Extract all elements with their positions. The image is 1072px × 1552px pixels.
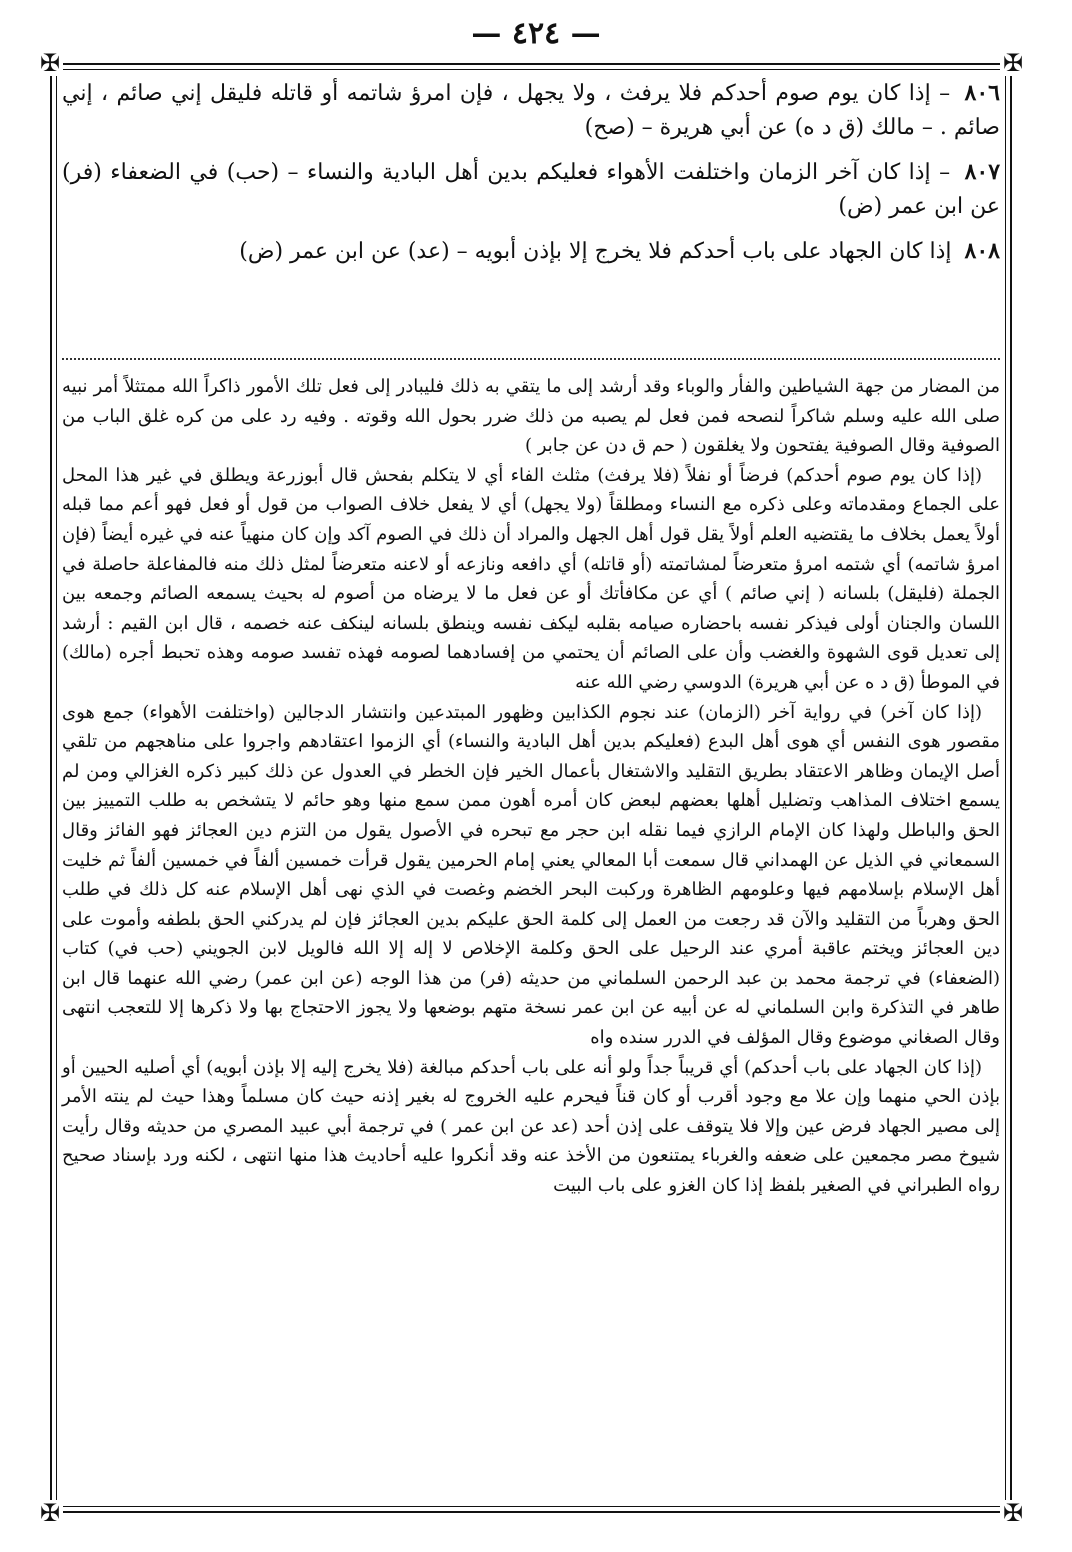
hadith-806 xyxy=(62,76,1000,145)
page-number: — ٤٢٤ — xyxy=(471,16,601,51)
hadith-808 xyxy=(62,234,1000,269)
commentary-paragraph: من المضار من جهة الشياطين والفأر والوباء وقد أرشد إلى ما يتقي به ذلك فليبادر إلى فعل تلك الأمور ذاكراً الله ممتثلاً أمر نبيه صلى الله عليه وسلم شاكراً لنصحه فمن فعل لم يصبه من ذلك ضرر بحول الله وقوته . وفيه رد على من كره غلق الباب من الصوفية وقال الصوفية يفتحون ولا يغلقون ( حم ق دن عن جابر ) xyxy=(62,376,1000,457)
hadith-text: – إذا كان آخر الزمان واختلفت الأهواء فعليكم بدين أهل البادية والنساء – (حب) في الضعفاء (فر) عن ابن عمر (ض) xyxy=(62,160,1000,219)
hadith-number: ٨٠٧ xyxy=(964,159,1001,185)
corner-ornament-icon: ✠ xyxy=(37,1500,63,1526)
commentary-paragraph: (إذا كان يوم صوم أحدكم) فرضاً أو نفلاً (فلا يرفث) مثلث الفاء أي لا يتكلم بفحش قال أبوزرعة ويطلق في غير هذا المحل على الجماع ومقدماته وعلى ذكره مع النساء ومطلقاً (ولا يجهل) أي لا يفعل خلاف الصواب من قول أو فعل فهو أعم مما قبله أولاً يعمل بخلاف ما يقتضيه العلم أولاً يقل قول أهل الجهل والمراد أن ذلك في الصوم آكد وإن كان منهياً عنه في غيره أيضاً (فإن امرؤ شاتمه) أي شتمه امرؤ متعرضاً لمشاتمته (أو قاتله) أي دافعه ونازعه أو لاعنه متعرضاً لمثل ذلك منه فالمفاعلة حاصلة في الجملة (فليقل) بلسانه ( إني صائم ) أي عن مكافأتك أو عن فعل ما لا يرضاه من أصوم له بحيث يسمعه الصائم وجمعه بين اللسان والجنان أولى فيذكر نفسه باحضاره صيامه بقلبه ليكف نفسه وينطق بلسانه لينكف عنه خصمه ، قال ابن القيم : أرشد إلى تعديل قوى الشهوة والغضب وأن على الصائم أن يحتمي من إفسادهما لصومه فهذه تفسد صومه وهذه تحبط أجره (مالك) في الموطأ (ق د ه عن أبي هريرة) الدوسي رضي الله عنه xyxy=(62,464,1000,693)
commentary-section xyxy=(62,372,1000,1500)
corner-ornament-icon: ✠ xyxy=(37,50,63,76)
hadith-section xyxy=(62,76,1000,348)
section-divider xyxy=(62,358,1000,360)
hadith-text: – إذا كان يوم صوم أحدكم فلا يرفث ، ولا يجهل ، فإن امرؤ شاتمه أو قاتله فليقل إني صائم ، إني صائم . – مالك (ق د ه) عن أبي هريرة – (صح) xyxy=(62,81,1000,140)
hadith-807 xyxy=(62,155,1000,224)
hadith-text: إذا كان الجهاد على باب أحدكم فلا يخرج إلا بإذن أبويه – (عد) عن ابن عمر (ض) xyxy=(239,239,952,264)
commentary-paragraph: (إذا كان الجهاد على باب أحدكم) أي قريباً جداً ولو أنه على باب أحدكم مبالغة (فلا يخرج إليه إلا بإذن أبويه) أي أصليه الحيين أو بإذن الحي منهما وإن علا مع وجود أقرب أو كان قناً فيحرم عليه الخروج له بغير إذنه حيث كان مسلماً وهذا حيث لم ينته الأمر إلى مصير الجهاد فرض عين وإلا فلا يتوقف على إذن أحد (عد عن ابن عمر ) في ترجمة أبي عبيد المصري من حديثه وقال رأيت شيوخ مصر مجمعين على ضعفه والغرباء يمتنعون من الأخذ عنه وقد أنكروا عليه أحاديث هذا منها انتهى ، لكنه ورد بإسناد صحيح رواه الطبراني في الصغير بلفظ إذا كان الغزو على باب البيت xyxy=(62,1056,1000,1197)
corner-ornament-icon: ✠ xyxy=(1000,1500,1026,1526)
hadith-number: ٨٠٦ xyxy=(964,80,1000,106)
hadith-number: ٨٠٨ xyxy=(964,238,1000,264)
commentary-paragraph: (إذا كان آخر) في رواية آخر (الزمان) عند نجوم الكذابين وظهور المبتدعين وانتشار الدجالين (واختلفت الأهواء) جمع هوى مقصور هوى النفس أي هوى أهل البدع (فعليكم بدين أهل البادية والنساء) أي الزموا اعتقادهم واجروا على مناهجهم من تلقي أصل الإيمان وظاهر الاعتقاد بطريق التقليد والاشتغال بأعمال الخير فإن الخطر في العدول عن ذلك كبير ذكره الغزالي ومن لم يسمع اختلاف المذاهب وتضليل أهلها بعضهم لبعض كان أمره أهون ممن سمع منها وهو حائم لا يتشخص به طلب التمييز بين الحق والباطل ولهذا كان الإمام الرازي فيما نقله ابن حجر مع تبحره في الأصول يقول من التزم دين العجائز فهو الفائز وقال السمعاني في الذيل عن الهمداني قال سمعت أبا المعالي يعني إمام الحرمين يقول قرأت خمسين ألفاً في خمسين ألفاً ثم خليت أهل الإسلام بإسلامهم فيها وعلومهم الظاهرة وركبت البحر الخضم وغصت في الذي نهى أهل الإسلام عنه كل ذلك في طلب الحق وهرباً من التقليد والآن قد رجعت من العمل إلى كلمة الحق عليكم بدين العجائز فإن لم يدركني الحق بلطفه وأموت على دين العجائز ويختم عاقبة أمري عند الرحيل على الحق وكلمة الإخلاص لا إله إلا الله فالويل لابن الجويني (حب في) كتاب (الضعفاء) في ترجمة محمد بن عبد الرحمن السلماني من حديثه (فر) من هذا الوجه (عن ابن عمر) رضي الله عنهما قال ابن طاهر في التذكرة وابن السلماني له عن أبيه عن ابن عمر نسخة متهم بوضعها ولا يجوز الاحتجاج بها ولا ذكرها إلا للتعجب انتهى وقال الصغاني موضوع وقال المؤلف في الدرر سنده واه xyxy=(62,701,1001,1049)
corner-ornament-icon: ✠ xyxy=(1000,50,1026,76)
